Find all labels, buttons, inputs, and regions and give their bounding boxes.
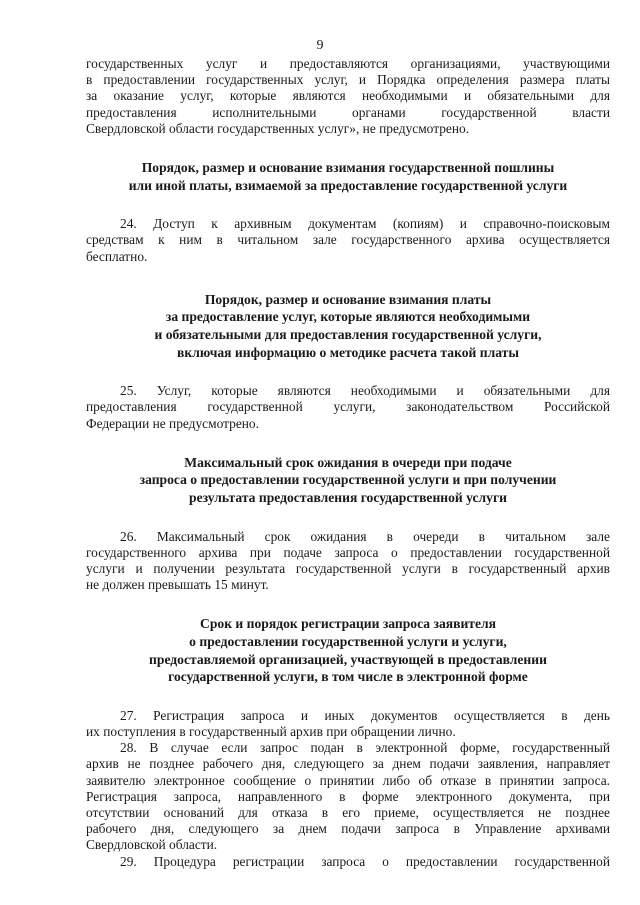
text-line: архив не позднее рабочего дня, следующего за днем подачи заявления, направляет xyxy=(86,756,610,772)
text-line: предоставления государственной услуги, законодательством Российской xyxy=(86,399,610,415)
paragraph-29 xyxy=(86,854,610,870)
paragraph-26 xyxy=(86,529,610,594)
page-number: 9 xyxy=(316,38,324,53)
heading-line: Максимальный срок ожидания в очереди при подаче xyxy=(184,454,512,470)
text-line: Регистрация запроса, направленного в форме электронного документа, при xyxy=(86,788,610,804)
heading-line: государственной услуги, в том числе в электронной форме xyxy=(168,669,528,685)
paragraph-24 xyxy=(86,216,610,265)
text-line: 25. Услуг, которые являются необходимыми и обязательными для xyxy=(120,383,610,399)
paragraph-25 xyxy=(86,383,610,432)
heading-line: Порядок, размер и основание взимания государственной пошлины xyxy=(141,160,555,176)
paragraph-28 xyxy=(86,740,610,853)
text-line: государственного архива при подаче запроса о предоставлении государственной xyxy=(86,544,610,560)
text-line: за оказание услуг, которые являются необходимыми и обязательными для xyxy=(86,88,610,104)
section-heading-queue-time xyxy=(86,454,610,507)
heading-line: Срок и порядок регистрации запроса заявителя xyxy=(200,616,496,632)
section-heading-fee xyxy=(86,159,610,194)
paragraph-27 xyxy=(86,708,610,740)
section-heading-registration xyxy=(86,615,610,685)
heading-line: запроса о предоставлении государственной услуги и при получении xyxy=(139,472,557,488)
text-line: отсутствии оснований для отказа в его приеме, осуществляется не позднее xyxy=(86,804,610,820)
text-line: государственных услуг и предоставляются организациями, участвующими xyxy=(86,56,610,71)
heading-line: или иной платы, взимаемой за предоставление государственной услуги xyxy=(128,177,568,193)
text-line: Федерации не предусмотрено. xyxy=(86,415,259,431)
paragraph-intro xyxy=(86,56,610,137)
text-line: услуги и получении результата государственной услуги в государственный архив xyxy=(86,560,610,576)
text-line: 27. Регистрация запроса и иных документов осуществляется в день xyxy=(120,707,610,723)
heading-line: о предоставлении государственной услуги и услуги, xyxy=(189,633,507,649)
text-line: средствам к ним в читальном зале государственного архива осуществляется xyxy=(86,232,610,248)
text-line: 28. В случае если запрос подан в электронной форме, государственный xyxy=(120,740,610,756)
text-line: рабочего дня, следующего за днем подачи запроса в Управление архивами xyxy=(86,821,610,837)
text-line: Свердловской области. xyxy=(86,837,218,853)
heading-line: результата предоставления государственной услуги xyxy=(189,489,507,505)
text-line: 26. Максимальный срок ожидания в очереди в читальном зале xyxy=(120,528,610,544)
text-line: не должен превышать 15 минут. xyxy=(86,577,269,593)
page-content xyxy=(86,56,610,870)
heading-line: предоставляемой организацией, участвующей в предоставлении xyxy=(149,651,547,667)
text-line: бесплатно. xyxy=(86,248,148,264)
heading-line: включая информацию о методике расчета такой платы xyxy=(177,344,519,360)
text-line: заявителю электронное сообщение о принятии либо об отказе в принятии запроса. xyxy=(86,772,610,788)
text-line: 29. Процедура регистрации запроса о предоставлении государственной xyxy=(120,853,610,869)
text-line: в предоставлении государственных услуг, и Порядка определения размера платы xyxy=(86,72,610,88)
heading-line: Порядок, размер и основание взимания платы xyxy=(204,291,492,307)
text-line: 24. Доступ к архивным документам (копиям) и справочно-поисковым xyxy=(120,216,610,232)
heading-line: и обязательными для предоставления государственной услуги, xyxy=(154,327,542,342)
section-heading-required-services-fee xyxy=(86,291,610,361)
text-line: предоставления исполнительными органами государственной власти xyxy=(86,104,610,120)
heading-line: за предоставление услуг, которые являются необходимыми xyxy=(165,309,531,325)
text-line: Свердловской области государственных услуг», не предусмотрено. xyxy=(86,120,470,136)
text-line: их поступления в государственный архив при обращении лично. xyxy=(86,723,456,739)
